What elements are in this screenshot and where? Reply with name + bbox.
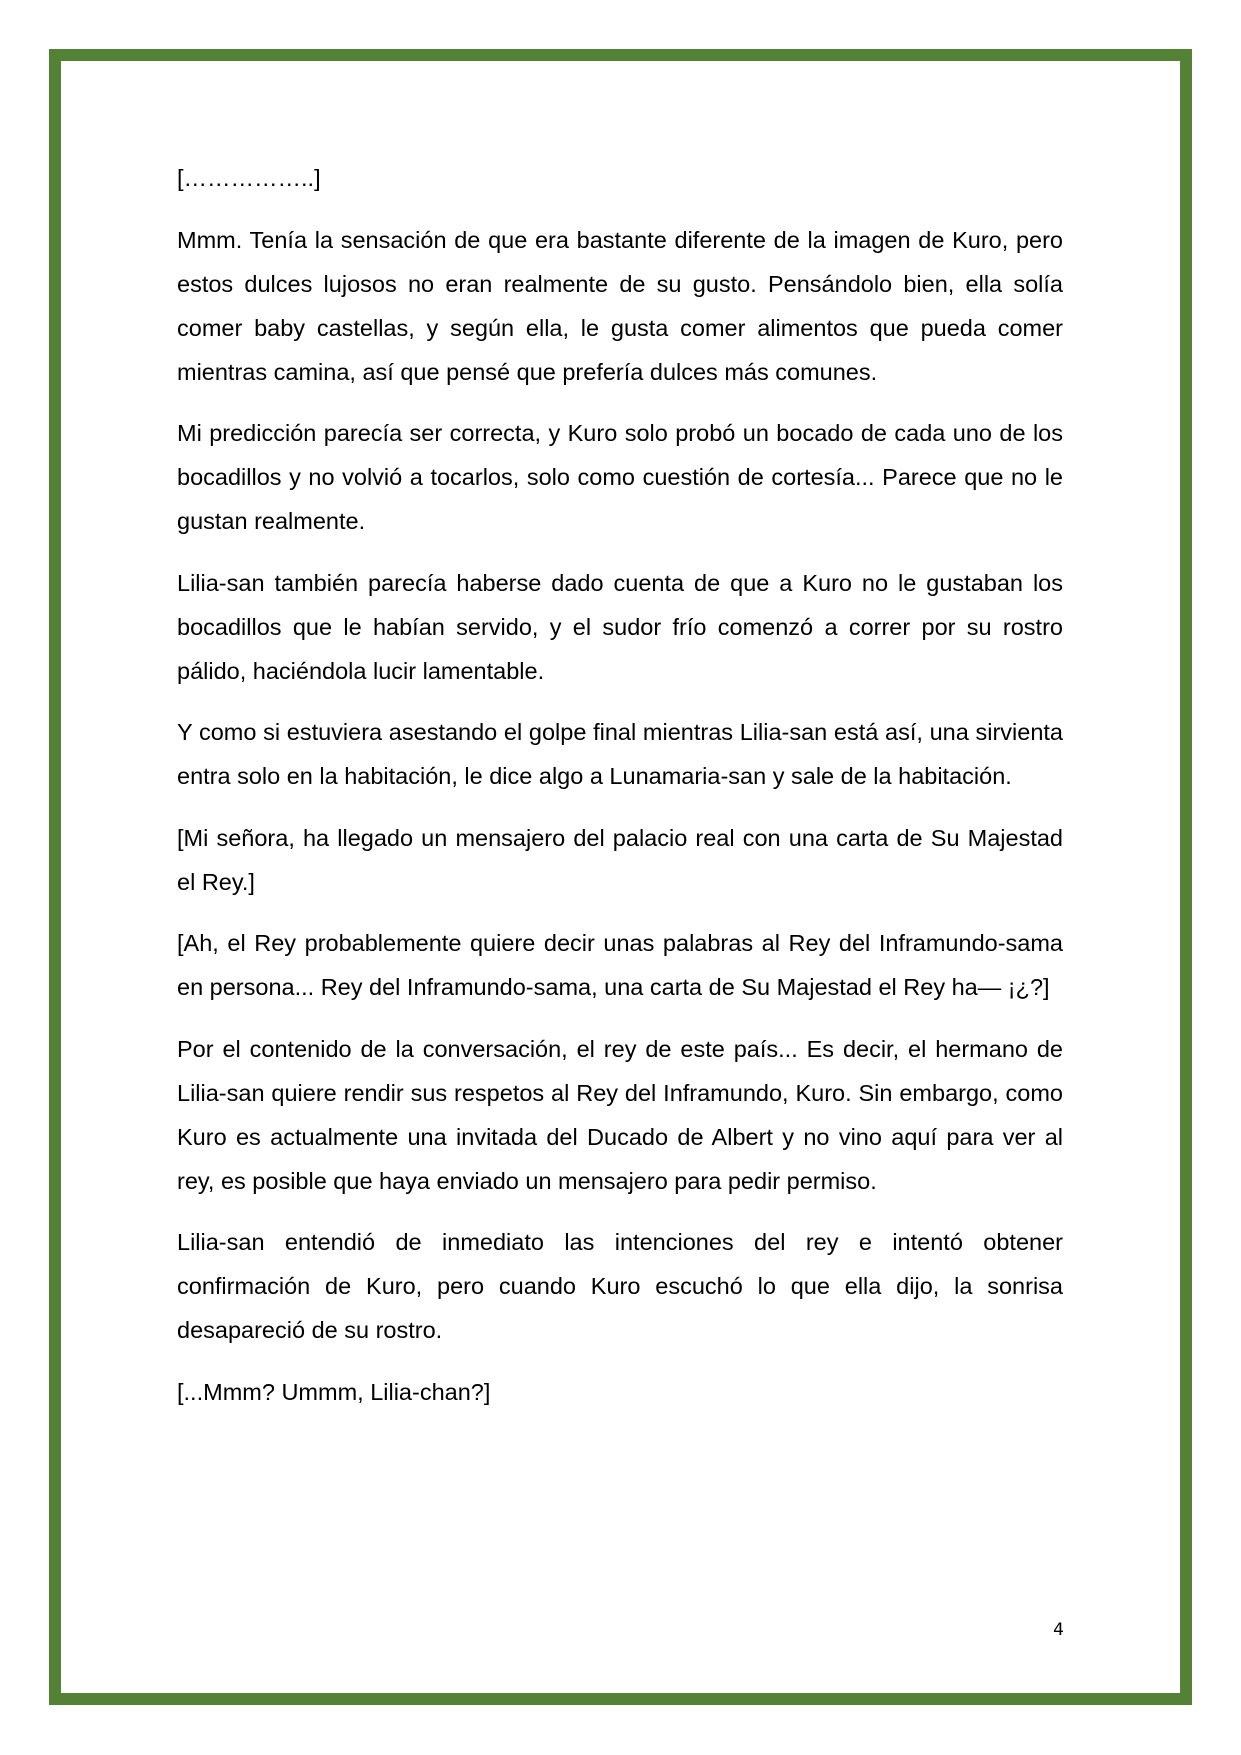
paragraph-prediction: Mi predicción parecía ser correcta, y Kuro solo probó un bocado de cada uno de los bocadillos y no volvió a tocarlos, solo como cuestión de cortesía... Parece que no le gustan realmente. (177, 420, 1063, 534)
document-body (177, 156, 1063, 1431)
dialogue-messenger: [Mi señora, ha llegado un mensajero del palacio real con una carta de Su Majestad el Rey.] (177, 824, 1063, 895)
page-number: 4 (1053, 1620, 1064, 1640)
paragraph-maid-enters: Y como si estuviera asestando el golpe final mientras Lilia-san está así, una sirvienta entra solo en la habitación, le dice algo a Lunamaria-san y sale de la habitación. (177, 719, 1063, 789)
paragraph-kuro-smile-gone: Lilia-san entendió de inmediato las intenciones del rey e intentó obtener confirmación de Kuro, pero cuando Kuro escuchó lo que ella dijo, la sonrisa desapareció de su rostro. (177, 1229, 1063, 1343)
paragraph-scene-break: [……………..] (177, 165, 321, 191)
paragraph-sweets-taste: Mmm. Tenía la sensación de que era bastante diferente de la imagen de Kuro, pero estos dulces lujosos no eran realmente de su gusto. Pensándolo bien, ella solía comer baby castellas, y según ella, le gusta comer alimentos que pueda comer mientras camina, así que pensé que prefería dulces más comunes. (177, 226, 1063, 385)
dialogue-kuro: [...Mmm? Ummm, Lilia-chan?] (177, 1378, 491, 1405)
paragraph-king-intent: Por el contenido de la conversación, el rey de este país... Es decir, el hermano de Lilia-san quiere rendir sus respetos al Rey del Inframundo, Kuro. Sin embargo, como Kuro es actualmente una invitada del Ducado de Albert y no vino aquí para ver al rey, es posible que haya enviado un mensajero para pedir permiso. (177, 1035, 1063, 1194)
paragraph-lilia-cold-sweat: Lilia-san también parecía haberse dado cuenta de que a Kuro no le gustaban los bocadillos que le habían servido, y el sudor frío comenzó a correr por su rostro pálido, haciéndola lucir lamentable. (177, 569, 1063, 684)
dialogue-lilia-letter: [Ah, el Rey probablemente quiere decir unas palabras al Rey del Inframundo-sama en persona... Rey del Inframundo-sama, una carta de Su Majestad el Rey ha— ¡¿?] (177, 930, 1063, 1000)
